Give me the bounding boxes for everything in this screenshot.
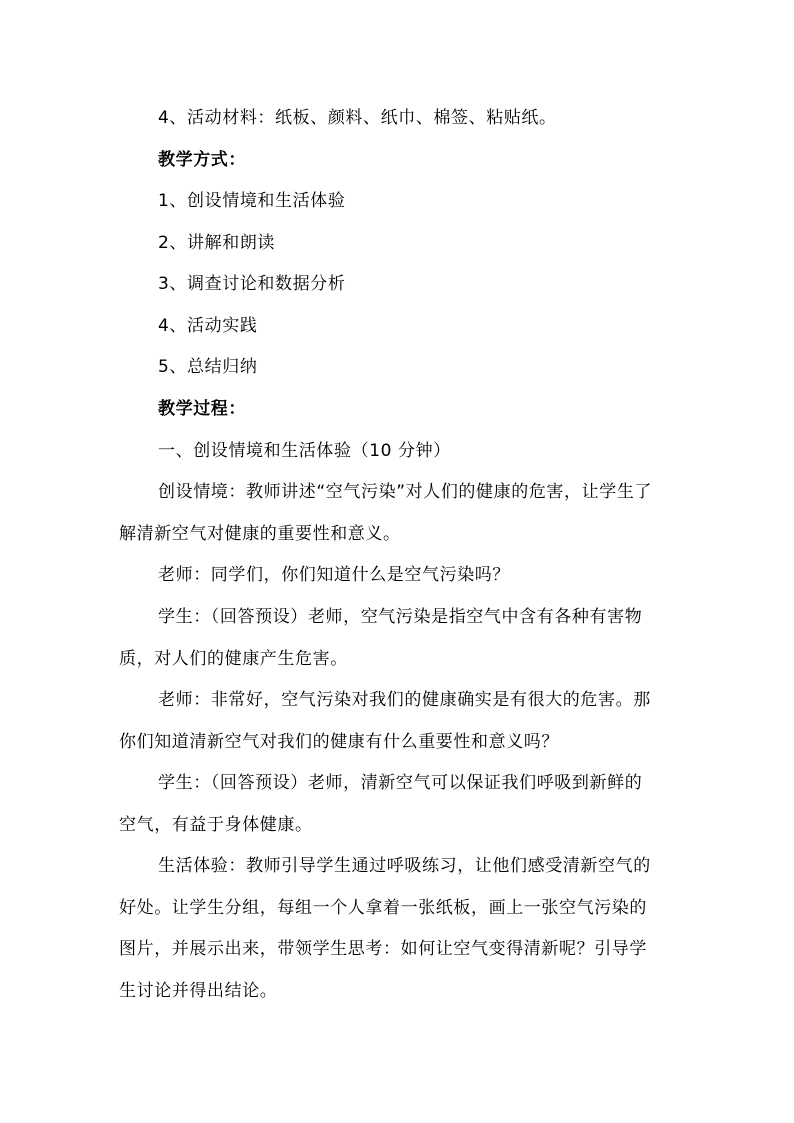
- method-item-4: 4、活动实践: [158, 316, 258, 336]
- life-paragraph-line-1: 生活体验：教师引导学生通过呼吸练习，让他们感受清新空气的: [158, 856, 651, 876]
- process-heading: 教学过程：: [158, 399, 246, 419]
- method-item-2: 2、讲解和朗读: [158, 233, 276, 253]
- methods-heading: 教学方式：: [158, 150, 246, 170]
- student-answer-1-line-2: 质，对人们的健康产生危害。: [119, 649, 348, 669]
- student-answer-1-line-1: 学生：（回答预设）老师，空气污染是指空气中含有各种有害物: [158, 607, 643, 627]
- life-paragraph-line-2: 好处。让学生分组，每组一个人拿着一张纸板，画上一张空气污染的: [119, 898, 647, 918]
- section-one-heading: 一、创设情境和生活体验（10 分钟）: [158, 441, 451, 461]
- method-item-1: 1、创设情境和生活体验: [158, 191, 346, 211]
- teacher-question-2-line-1: 老师：非常好，空气污染对我们的健康确实是有很大的危害。那: [158, 690, 651, 710]
- student-answer-2-line-1: 学生：（回答预设）老师，清新空气可以保证我们呼吸到新鲜的: [158, 773, 643, 793]
- life-paragraph-line-4: 生讨论并得出结论。: [119, 981, 278, 1001]
- materials-item: 4、活动材料：纸板、颜料、纸巾、棉签、粘贴纸。: [158, 108, 557, 128]
- situation-paragraph-line-1: 创设情境：教师讲述“空气污染”对人们的健康的危害，让学生了: [158, 482, 653, 502]
- student-answer-2-line-2: 空气，有益于身体健康。: [119, 815, 313, 835]
- method-item-5: 5、总结归纳: [158, 357, 258, 377]
- method-item-3: 3、调查讨论和数据分析: [158, 274, 346, 294]
- life-paragraph-line-3: 图片，并展示出来，带领学生思考：如何让空气变得清新呢？引导学: [119, 939, 647, 959]
- teacher-question-2-line-2: 你们知道清新空气对我们的健康有什么重要性和意义吗？: [119, 732, 559, 752]
- situation-paragraph-line-2: 解清新空气对健康的重要性和意义。: [119, 524, 401, 544]
- teacher-question-1: 老师：同学们，你们知道什么是空气污染吗？: [158, 565, 510, 585]
